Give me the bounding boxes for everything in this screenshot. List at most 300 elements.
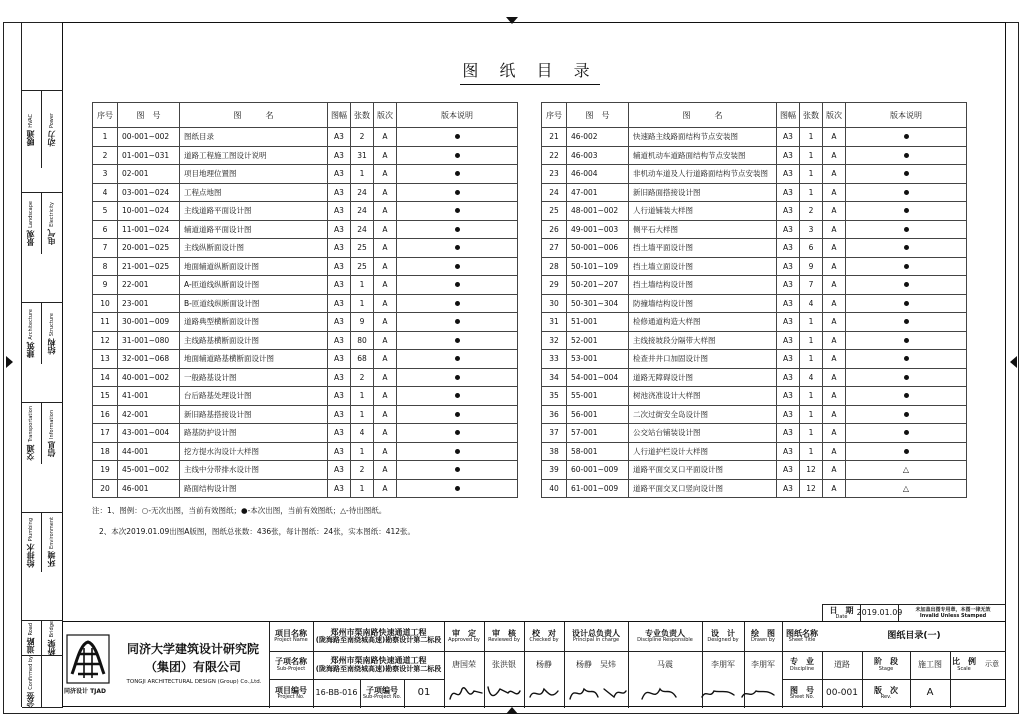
cell-no: 8	[93, 257, 118, 276]
cell-size: A3	[328, 331, 351, 350]
cell-sheets: 3	[800, 220, 823, 239]
cell-no: 38	[542, 442, 567, 461]
cell-code: 50-101~109	[567, 257, 629, 276]
cell-size: A3	[328, 442, 351, 461]
cell-code: 48-001~002	[567, 202, 629, 221]
discipline-strip	[21, 22, 62, 707]
cell-no: 3	[93, 165, 118, 184]
cell-code: 47-001	[567, 183, 629, 202]
column-header: 版次	[374, 103, 397, 128]
cell-sheets: 4	[800, 294, 823, 313]
cell-size: A3	[777, 368, 800, 387]
table-row	[93, 165, 518, 184]
cell-sheets: 25	[351, 257, 374, 276]
cell-sheets: 7	[800, 276, 823, 295]
cell-size: A3	[328, 294, 351, 313]
discipline-en: Road	[28, 622, 35, 636]
cell-status	[397, 239, 518, 258]
issued-dot-icon	[904, 190, 909, 195]
column-header: 张数	[800, 103, 823, 128]
discipline-cn: 暖通	[26, 129, 36, 146]
discipline2-label-en: Discipline	[789, 665, 815, 672]
issued-dot-icon	[455, 264, 460, 269]
cell-name: 检查井井口加固设计图	[629, 350, 777, 369]
table-row	[542, 128, 967, 147]
cell-name: 主线道路平面设计图	[180, 202, 328, 221]
discipline-cell	[22, 512, 63, 572]
issued-dot-icon	[904, 356, 909, 361]
cell-name: 检修通道构造大样图	[629, 313, 777, 332]
cell-code: 55-001	[567, 387, 629, 406]
cell-code: 00-001~002	[118, 128, 180, 147]
issued-dot-icon	[904, 375, 909, 380]
checked-name: 杨静	[536, 659, 552, 669]
cell-rev: A	[374, 424, 397, 443]
cell-sheets: 24	[351, 220, 374, 239]
discipline-cell	[22, 655, 63, 707]
cell-size: A3	[328, 220, 351, 239]
subproject-no-label-en: Sub-Project No.	[362, 694, 402, 701]
date-label: 日 期	[829, 605, 854, 615]
cell-size: A3	[328, 146, 351, 165]
cell-status	[846, 128, 967, 147]
cell-status	[397, 313, 518, 332]
cell-code: 60-001~009	[567, 461, 629, 480]
cell-status	[397, 276, 518, 295]
cell-code: 02-001	[118, 165, 180, 184]
company-name-cn: 同济大学建筑设计研究院	[126, 642, 259, 656]
cell-size: A3	[328, 257, 351, 276]
cell-rev: A	[374, 350, 397, 369]
right-center-mark	[1010, 356, 1017, 368]
issued-dot-icon	[904, 245, 909, 250]
cell-no: 22	[542, 146, 567, 165]
cell-code: 40-001~002	[118, 368, 180, 387]
table-row	[542, 313, 967, 332]
cell-size: A3	[328, 165, 351, 184]
cell-no: 16	[93, 405, 118, 424]
cell-size: A3	[777, 424, 800, 443]
stage-label: 阶 段	[874, 657, 898, 667]
cell-name: 侧平石大样图	[629, 220, 777, 239]
project-label: 项目名称	[275, 628, 307, 638]
table-row	[542, 202, 967, 221]
scale-label-en: Scale	[957, 665, 971, 672]
cell-sheets: 1	[800, 442, 823, 461]
cell-code: 51-001	[567, 313, 629, 332]
drawing-list-right	[541, 102, 967, 498]
cell-rev: A	[374, 313, 397, 332]
project-no: 16-BB-016	[315, 688, 358, 698]
cell-sheets: 9	[800, 257, 823, 276]
cell-no: 39	[542, 461, 567, 480]
reviewed-name: 张洪银	[492, 659, 516, 669]
cell-code: 50-201~207	[567, 276, 629, 295]
cell-rev: A	[823, 405, 846, 424]
cell-name: 人行道铺装大样图	[629, 202, 777, 221]
sheet-title-label: 图纸名称	[786, 628, 818, 638]
reviewed-label-en: Reviewed by	[488, 637, 520, 644]
cell-name: 道路平面交叉口平面设计图	[629, 461, 777, 480]
discipline2-value: 道路	[834, 659, 850, 669]
cell-name: 路基防护设计图	[180, 424, 328, 443]
cell-name: 新旧路面搭接设计图	[629, 183, 777, 202]
table-row	[542, 350, 967, 369]
cell-code: 20-001~025	[118, 239, 180, 258]
cell-sheets: 1	[800, 331, 823, 350]
reviewed-label: 审 核	[492, 628, 516, 638]
column-header: 序号	[93, 103, 118, 128]
cell-rev: A	[823, 183, 846, 202]
cell-status	[397, 368, 518, 387]
column-header: 版本说明	[846, 103, 967, 128]
notes	[92, 500, 415, 542]
sheet-title-label-en: Sheet Title	[788, 637, 816, 644]
cell-name: 挡土墙结构设计图	[629, 276, 777, 295]
cell-code: 23-001	[118, 294, 180, 313]
table-row	[93, 313, 518, 332]
cell-no: 7	[93, 239, 118, 258]
discipline-en: Landscape	[28, 200, 35, 228]
discipline-cn-2: 桥梁	[46, 639, 56, 656]
subproject-name-1: 郑州市渠南路快速通道工程	[330, 656, 427, 666]
cell-status	[397, 442, 518, 461]
cell-status	[846, 220, 967, 239]
table-row	[542, 146, 967, 165]
cell-status	[846, 387, 967, 406]
cell-rev: A	[374, 146, 397, 165]
cell-status	[846, 331, 967, 350]
drawn-label: 绘 图	[751, 628, 775, 638]
company-name-en: TONGJI ARCHITECTURAL DESIGN (Group) Co.,Ltd.	[126, 679, 262, 685]
cell-status	[846, 368, 967, 387]
rev-label-en: Rev.	[880, 694, 892, 701]
table-row	[93, 257, 518, 276]
column-header: 图幅	[328, 103, 351, 128]
scale-value: 示意	[985, 660, 999, 669]
cell-sheets: 1	[351, 294, 374, 313]
table-row	[542, 424, 967, 443]
cell-no: 18	[93, 442, 118, 461]
discipline-cn: 道路	[26, 637, 36, 654]
cell-name: 树池浇准设计大样图	[629, 387, 777, 406]
drawn-name: 李朋军	[751, 659, 775, 669]
project-name-1: 郑州市渠南路快速通道工程	[330, 627, 427, 637]
discipline-en: Architecture	[28, 309, 35, 340]
cell-sheets: 2	[351, 368, 374, 387]
cell-rev: A	[823, 461, 846, 480]
cell-no: 40	[542, 479, 567, 498]
cell-no: 26	[542, 220, 567, 239]
drawing-list-left	[92, 102, 518, 498]
column-header: 图 号	[567, 103, 629, 128]
cell-status	[846, 165, 967, 184]
column-header: 序号	[542, 103, 567, 128]
table-row	[93, 202, 518, 221]
cell-size: A3	[777, 183, 800, 202]
table-row	[93, 146, 518, 165]
project-no-label-en: Project No.	[277, 694, 305, 701]
cell-name: 辅道机动车道路面结构节点安装图	[629, 146, 777, 165]
cell-no: 32	[542, 331, 567, 350]
cell-sheets: 1	[351, 442, 374, 461]
checked-label: 校 对	[532, 628, 556, 638]
cell-code: 54-001~004	[567, 368, 629, 387]
cell-rev: A	[374, 405, 397, 424]
cell-rev: A	[823, 165, 846, 184]
cell-rev: A	[823, 202, 846, 221]
principal-label: 设计总负责人	[572, 628, 620, 638]
tjad-logo-icon	[66, 634, 110, 684]
cell-size: A3	[328, 183, 351, 202]
cell-code: 31-001~080	[118, 331, 180, 350]
cell-sheets: 1	[351, 479, 374, 498]
cell-code: 03-001~024	[118, 183, 180, 202]
cell-name: 一般路基设计图	[180, 368, 328, 387]
discipline-en-2: Electricity	[48, 201, 55, 227]
sheet-title: 图纸目录(一)	[887, 630, 941, 641]
cell-no: 19	[93, 461, 118, 480]
cell-rev: A	[823, 479, 846, 498]
cell-name: 新旧路基搭接设计图	[180, 405, 328, 424]
cell-size: A3	[328, 479, 351, 498]
table-row	[542, 387, 967, 406]
table-row	[93, 405, 518, 424]
cell-rev: A	[374, 479, 397, 498]
cell-size: A3	[777, 405, 800, 424]
table-row	[93, 368, 518, 387]
cell-status	[846, 294, 967, 313]
cell-code: 53-001	[567, 350, 629, 369]
cell-code: 41-001	[118, 387, 180, 406]
cell-code: 46-003	[567, 146, 629, 165]
column-header: 图 号	[118, 103, 180, 128]
table-row	[542, 331, 967, 350]
cell-status	[846, 350, 967, 369]
cell-code: 46-004	[567, 165, 629, 184]
cell-status	[397, 220, 518, 239]
cell-name: 主线纵断面设计图	[180, 239, 328, 258]
issued-dot-icon	[904, 412, 909, 417]
column-header: 版次	[823, 103, 846, 128]
stamp-note: 未加盖出图专用章，本图一律无效	[915, 607, 991, 614]
cell-rev: A	[374, 294, 397, 313]
cell-status	[397, 202, 518, 221]
cell-status	[846, 257, 967, 276]
cell-name: 路面结构设计图	[180, 479, 328, 498]
discipline-cn-2: 电气	[46, 229, 56, 246]
issued-dot-icon	[455, 375, 460, 380]
cell-no: 27	[542, 239, 567, 258]
table-row	[93, 183, 518, 202]
subproject-label: 子项名称	[275, 657, 307, 667]
table-row	[542, 368, 967, 387]
issued-dot-icon	[904, 449, 909, 454]
cell-sheets: 1	[800, 424, 823, 443]
issued-dot-icon	[455, 227, 460, 232]
cell-no: 25	[542, 202, 567, 221]
cell-sheets: 1	[800, 128, 823, 147]
cell-no: 37	[542, 424, 567, 443]
cell-status	[397, 146, 518, 165]
bottom-center-mark	[506, 707, 518, 714]
left-center-mark	[6, 356, 13, 368]
discipline-cell	[22, 192, 63, 254]
cell-name: A-匝道线纵断面设计图	[180, 276, 328, 295]
cell-size: A3	[777, 257, 800, 276]
cell-size: A3	[777, 146, 800, 165]
issued-dot-icon	[455, 153, 460, 158]
cell-sheets: 25	[351, 239, 374, 258]
cell-no: 1	[93, 128, 118, 147]
cell-size: A3	[777, 350, 800, 369]
issued-dot-icon	[904, 319, 909, 324]
cell-code: 46-002	[567, 128, 629, 147]
cell-no: 14	[93, 368, 118, 387]
cell-name: 非机动车道及人行道路面结构节点安装图	[629, 165, 777, 184]
cell-size: A3	[777, 128, 800, 147]
cell-name: 项目地理位置图	[180, 165, 328, 184]
discipline-cn-2: 结构	[46, 338, 56, 355]
cell-no: 2	[93, 146, 118, 165]
subproject-no-label: 子项编号	[366, 685, 398, 695]
cell-code: 44-001	[118, 442, 180, 461]
discipline-en: Transportation	[28, 406, 35, 443]
cell-rev: A	[823, 350, 846, 369]
cell-no: 17	[93, 424, 118, 443]
column-header: 图 名	[180, 103, 328, 128]
cell-size: A3	[328, 313, 351, 332]
cell-sheets: 1	[351, 387, 374, 406]
table-row	[542, 294, 967, 313]
title-block	[62, 621, 1006, 707]
discipline-cn-2: 信息	[46, 441, 56, 458]
drawn-label-en: Drawn by	[751, 637, 775, 644]
column-header: 张数	[351, 103, 374, 128]
cell-no: 33	[542, 350, 567, 369]
designed-label: 设 计	[711, 628, 735, 638]
cell-size: A3	[328, 128, 351, 147]
cell-sheets: 4	[351, 424, 374, 443]
rev-value: A	[926, 687, 934, 699]
cell-code: 57-001	[567, 424, 629, 443]
cell-no: 36	[542, 405, 567, 424]
stamp-note-en: Invalid Unless Stamped	[919, 612, 987, 619]
principal-name: 杨静 吴炜	[576, 659, 616, 669]
cell-no: 35	[542, 387, 567, 406]
discipline-en-2: Structure	[48, 312, 55, 337]
cell-status	[397, 405, 518, 424]
issued-dot-icon	[904, 282, 909, 287]
cell-sheets: 1	[800, 405, 823, 424]
issued-dot-icon	[455, 245, 460, 250]
cell-sheets: 1	[800, 350, 823, 369]
cell-rev: A	[823, 331, 846, 350]
sheet-no-label-en: Sheet No.	[789, 694, 815, 701]
discipline-en: Confirmed by	[28, 655, 35, 690]
cell-rev: A	[374, 257, 397, 276]
cell-rev: A	[823, 387, 846, 406]
cell-sheets: 1	[800, 146, 823, 165]
cell-rev: A	[823, 128, 846, 147]
cell-size: A3	[777, 220, 800, 239]
cell-rev: A	[374, 331, 397, 350]
discipline-name: 马震	[657, 659, 673, 669]
table-row	[542, 239, 967, 258]
cell-size: A3	[777, 331, 800, 350]
cell-rev: A	[374, 220, 397, 239]
stage-label-en: Stage	[878, 665, 894, 672]
table-row	[93, 276, 518, 295]
pending-triangle-icon: △	[902, 483, 910, 493]
sheet-no-label: 图 号	[790, 685, 814, 695]
cell-sheets: 24	[351, 202, 374, 221]
cell-size: A3	[777, 387, 800, 406]
cell-no: 5	[93, 202, 118, 221]
cell-status	[397, 350, 518, 369]
cell-sheets: 2	[800, 202, 823, 221]
note-line-1: 注：1、图例：○-无次出图，当前有效图纸；●-本次出图，当前有效图纸；△-待出图纸。	[92, 506, 387, 515]
issued-dot-icon	[455, 412, 460, 417]
scale-label: 比 例	[952, 657, 976, 667]
discipline-cn-2: 环境	[46, 551, 56, 568]
top-center-mark	[506, 17, 518, 24]
cell-no: 12	[93, 331, 118, 350]
cell-size: A3	[777, 165, 800, 184]
cell-size: A3	[328, 387, 351, 406]
cell-sheets: 6	[800, 239, 823, 258]
cell-name: 道路典型横断面设计图	[180, 313, 328, 332]
designed-label-en: Designed by	[707, 637, 739, 644]
issued-dot-icon	[455, 208, 460, 213]
discipline-cell	[22, 90, 63, 168]
cell-size: A3	[328, 368, 351, 387]
discipline-en-2: Bridge	[48, 620, 55, 638]
issued-dot-icon	[904, 430, 909, 435]
table-row	[93, 442, 518, 461]
cell-size: A3	[777, 239, 800, 258]
cell-name: 主线接坡段分隔带大样图	[629, 331, 777, 350]
cell-status	[846, 239, 967, 258]
project-label-en: Project Name	[274, 637, 308, 644]
cell-name: 台后路基处理设计图	[180, 387, 328, 406]
cell-rev: A	[823, 220, 846, 239]
cell-code: 50-301~304	[567, 294, 629, 313]
table-row	[542, 165, 967, 184]
cell-rev: A	[374, 368, 397, 387]
cell-rev: A	[823, 424, 846, 443]
cell-sheets: 1	[351, 405, 374, 424]
discipline-en-2: Environment	[48, 517, 55, 550]
table-row	[93, 387, 518, 406]
issued-dot-icon	[455, 190, 460, 195]
cell-status	[397, 128, 518, 147]
issued-dot-icon	[904, 208, 909, 213]
issued-dot-icon	[904, 393, 909, 398]
cell-status	[397, 424, 518, 443]
cell-code: 45-001~002	[118, 461, 180, 480]
table-row	[93, 461, 518, 480]
cell-status	[846, 405, 967, 424]
cell-no: 13	[93, 350, 118, 369]
cell-no: 30	[542, 294, 567, 313]
table-row	[542, 405, 967, 424]
cell-code: 42-001	[118, 405, 180, 424]
issued-dot-icon	[904, 171, 909, 176]
cell-sheets: 1	[800, 387, 823, 406]
cell-rev: A	[823, 442, 846, 461]
cell-rev: A	[374, 165, 397, 184]
